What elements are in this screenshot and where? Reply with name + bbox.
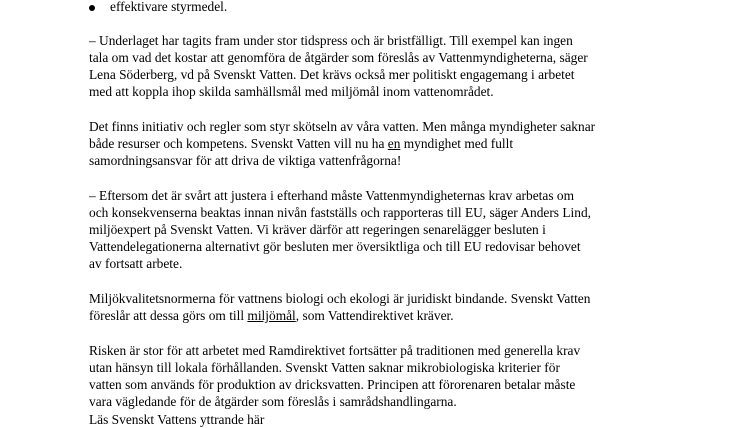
paragraph-1-line-1: – Underlaget har tagits fram under stor tidspress och är bristfälligt. Till exempel kan ingen: [89, 33, 573, 48]
emphasis-underline: en: [387, 136, 401, 151]
paragraph-5-line-3: vatten som används för produktion av dricksvatten. Principen att förorenaren betalar måste: [89, 377, 576, 392]
paragraph-2-line-1: Det finns initiativ och regler som styr skötseln av våra vatten. Men många myndigheter saknar: [89, 119, 596, 134]
paragraph-1-line-4: med att koppla ihop skilda samhällsmål med miljömål inom vattenområdet.: [89, 84, 494, 99]
paragraph-3-line-2: och konsekvenserna beaktas innan nivån fastställs och rapporteras till EU, säger Anders Lind,: [89, 205, 592, 220]
paragraph-1-line-3: Lena Söderberg, vd på Svenskt Vatten. Det krävs också mer politiskt engagemang i arbetet: [89, 67, 575, 82]
document-page: effektivare styrmedel. – Underlaget har tagits fram under stor tidspress och är bristfälligt. Till exempel kan ingen tala om vad det kostar att genomföra de åtgärder som föreslås av Vattenmyndigheterna, säger Lena Söderberg, vd på Svenskt Vatten. Det krävs också mer politiskt engagemang i arbetet med att koppla ihop skilda samhällsmål med miljömål inom vattenområdet. Det finns initiativ och regler som styr skötseln av våra vatten. Men många myndigheter saknar både resurser och kompetens. Svenskt Vatten vill nu ha en myndighet med fullt samordningsansvar för att driva de viktiga vattenfrågorna! – Eftersom det är svårt att justera i efterhand måste Vattenmyndigheternas krav arbetas om och konsekvenserna beaktas innan nivån fastställs och rapporteras till EU, säger Anders Lind, miljöexpert på Svenskt Vatten. Vi kräver därför att regeringen senarelägger besluten i Vattendelegationerna alternativt gör besluten mer översiktliga och till EU redovisar behovet av fortsatt arbete. Miljökvalitetsnormerna för vattnens biologi och ekologi är juridiskt bindande. Svenskt Vatten föreslår att dessa görs om till miljömål, som Vattendirektivet kräver. Risken är stor för att arbetet med Ramdirektivet fortsätter på traditionen med generella krav utan hänsyn till lokala förhållanden. Svenskt Vatten saknar mikrobiologiska kriterier för vatten som används för produktion av dricksvatten. Principen att förorenaren betalar måste vara vägledande för de åtgärder som föreslås i samrådshandlingarna. Läs Svenskt Vattens yttrande här: [89, 0, 596, 427]
paragraph-1-line-2: tala om vad det kostar att genomföra de åtgärder som föreslås av Vattenmyndigheterna, säger: [89, 50, 588, 65]
emphasis-underline: miljömål: [247, 308, 296, 323]
paragraph-3-line-5: av fortsatt arbete.: [89, 256, 183, 271]
paragraph-3-line-3: miljöexpert på Svenskt Vatten. Vi kräver därför att regeringen senarelägger besluten i: [89, 222, 546, 237]
paragraph-4-line-1: Miljökvalitetsnormerna för vattnens biologi och ekologi är juridiskt bindande. Svenskt Vatten: [89, 291, 591, 306]
paragraph-2-line-2: både resurser och kompetens. Svenskt Vatten vill nu ha en myndighet med fullt: [89, 136, 514, 151]
paragraph-3-line-1: – Eftersom det är svårt att justera i efterhand måste Vattenmyndigheternas krav arbetas om: [89, 188, 574, 203]
paragraph-3-line-4: Vattendelegationerna alternativt gör besluten mer översiktliga och till EU redovisar behovet: [89, 239, 581, 254]
bullet-dot-icon: [89, 5, 95, 11]
paragraph-5-line-4: vara vägledande för de åtgärder som föreslås i samrådshandlingarna.: [89, 394, 457, 409]
paragraph-2-line-3: samordningsansvar för att driva de viktiga vattenfrågorna!: [89, 153, 402, 168]
paragraph-4-line-2: föreslår att dessa görs om till miljömål, som Vattendirektivet kräver.: [89, 308, 454, 323]
cut-off-line: Läs Svenskt Vattens yttrande här: [89, 412, 265, 427]
paragraph-5-line-1: Risken är stor för att arbetet med Ramdirektivet fortsätter på traditionen med generella krav: [89, 343, 581, 358]
paragraph-5-line-2: utan hänsyn till lokala förhållanden. Svenskt Vatten saknar mikrobiologiska kriterier för: [89, 360, 560, 375]
